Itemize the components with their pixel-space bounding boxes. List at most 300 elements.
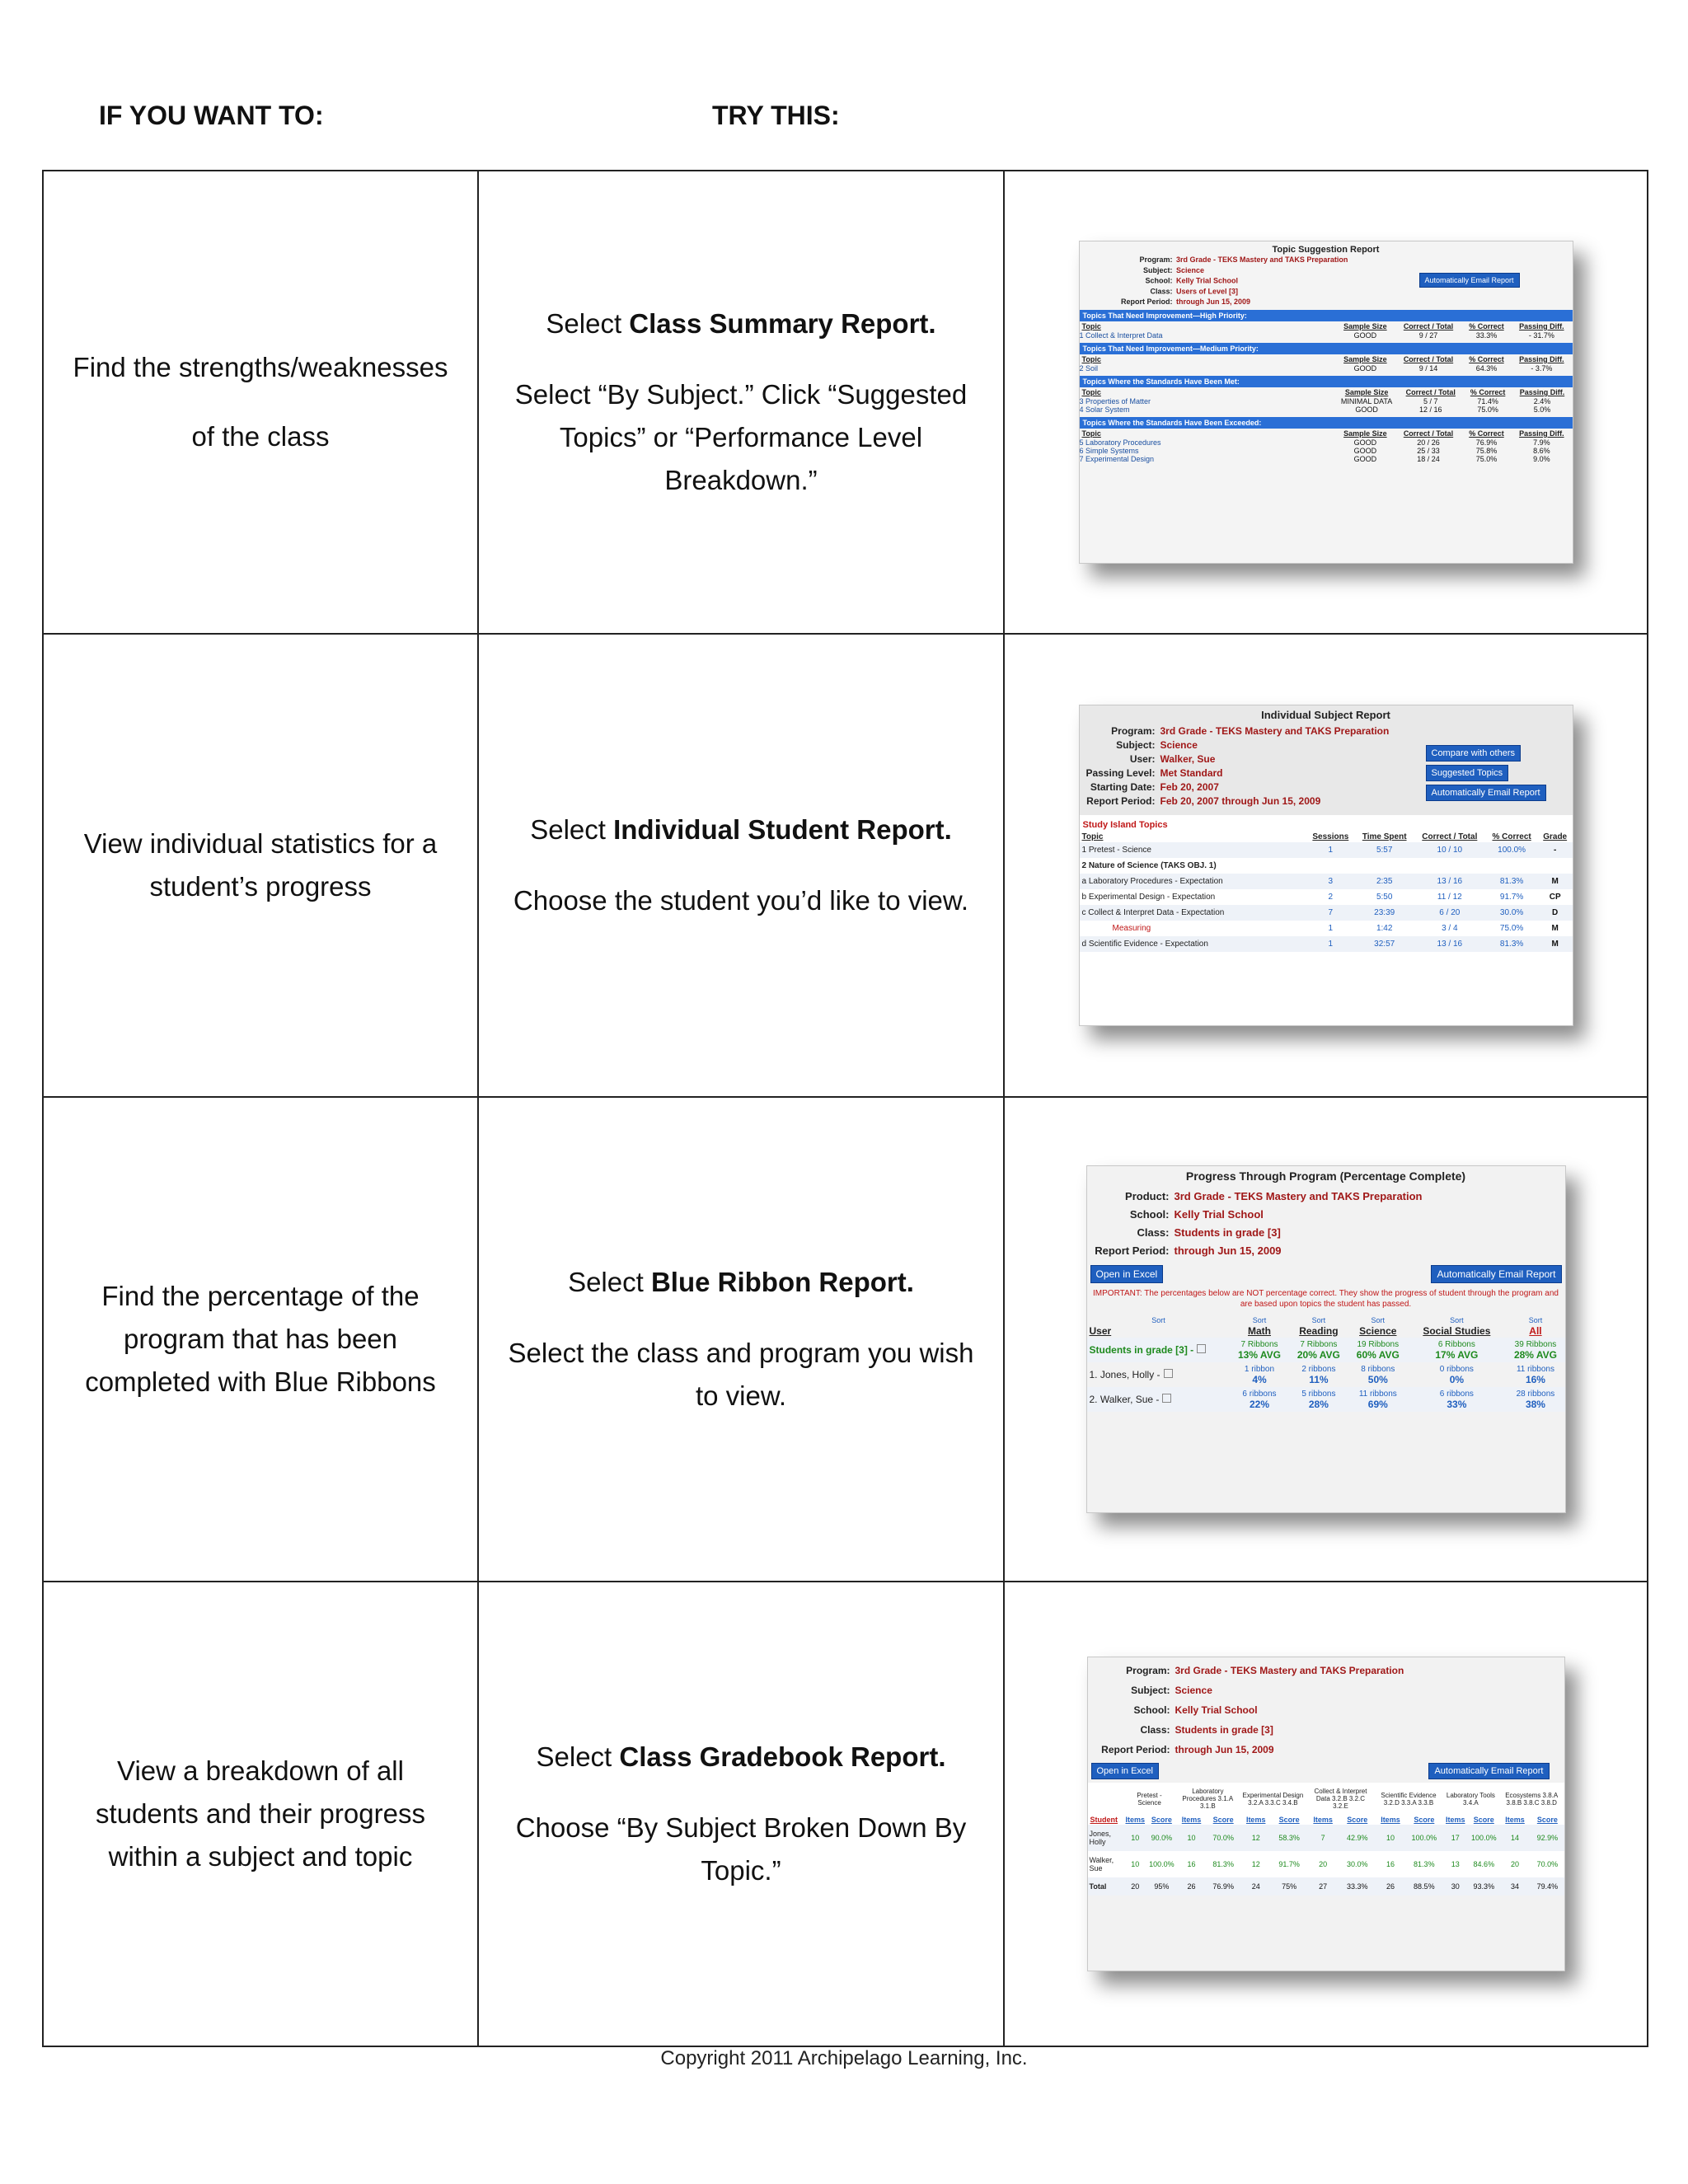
table-cell: 100.0% [1469,1825,1499,1851]
report-name: Class Summary Report. [629,308,936,339]
table-cell[interactable]: 1 Pretest - Science [1080,842,1306,858]
column-header: % Correct [1469,322,1504,330]
report-field [1080,276,1450,287]
student-name[interactable]: 1. Jones, Holly - [1087,1362,1231,1387]
topic-table [1080,832,1573,952]
table-row [1080,331,1573,340]
table-cell: 88.5% [1406,1877,1442,1896]
table-cell: 9 / 14 [1418,364,1438,373]
ribbon-count: 5 ribbons [1301,1389,1336,1399]
table-cell: 3 [1306,874,1356,889]
table-cell: 91.7% [1499,893,1524,902]
table-cell[interactable]: Jones, Holly [1088,1825,1123,1851]
table-cell: 26 [1176,1877,1207,1896]
field-label: Program: [1111,725,1156,737]
column-header[interactable]: Items [1245,1816,1266,1824]
student-name[interactable]: Students in grade [3] - [1087,1338,1231,1362]
ribbon-cell [1407,1387,1506,1412]
try-cell [478,634,1004,1097]
ribbon-cell [1289,1387,1349,1412]
email-icon[interactable] [1162,1394,1171,1403]
table-cell: - [1538,842,1573,858]
table-cell: 75% [1272,1877,1306,1896]
column-header: Topic [1081,355,1101,363]
table-cell: 7 [1306,905,1356,921]
report-fields [1080,255,1450,307]
table-cell: 76.9% [1207,1877,1240,1896]
ribbon-percent: 17% AVG [1435,1348,1479,1361]
field-value: Walker, Sue [1160,753,1216,765]
table-row [1080,936,1573,952]
screenshot-cell [1004,1097,1648,1582]
table-cell: 75.0% [1477,405,1498,414]
table-cell: 32:57 [1355,936,1414,952]
report-fields [1088,1657,1564,1760]
table-cell: 7.9% [1533,438,1550,447]
column-header[interactable]: All [1529,1325,1542,1337]
field-label: Class: [1140,1724,1170,1736]
table-cell: 9 / 27 [1418,331,1438,340]
table-cell: 100.0% [1149,1860,1175,1868]
topic-table [1080,354,1573,373]
screenshot-cell [1004,171,1648,634]
table-cell [1538,858,1573,874]
table-cell: 20 / 26 [1417,438,1440,447]
table-cell: 42.9% [1339,1825,1375,1851]
column-header: Time Spent [1362,832,1407,841]
table-cell: 10 [1176,1825,1207,1851]
column-header[interactable]: Items [1446,1816,1465,1824]
column-header[interactable]: Items [1313,1816,1333,1824]
email-report-button[interactable]: Automatically Email Report [1431,1265,1561,1283]
table-cell: 2.4% [1533,397,1551,405]
try-detail: Choose the student you’d like to view. [513,885,969,916]
topic-header: Pretest - Science [1137,1791,1162,1807]
column-header[interactable]: Score [1278,1816,1300,1824]
ribbon-count: 6 Ribbons [1437,1339,1475,1349]
field-label: Subject: [1116,739,1156,751]
column-header: Passing Diff. [1519,322,1564,330]
column-header[interactable]: Score [1347,1816,1368,1824]
report-header [1080,705,1573,815]
table-cell: 1:42 [1376,924,1393,933]
column-header[interactable]: Math [1248,1325,1271,1337]
table-cell: 10 [1375,1825,1406,1851]
ribbon-cell [1506,1338,1564,1362]
table-cell: 14 [1499,1825,1531,1851]
table-row [43,1097,1648,1582]
email-report-button[interactable]: Automatically Email Report [1428,1763,1549,1779]
table-cell[interactable]: d Scientific Evidence - Expectation [1080,936,1306,952]
table-cell[interactable]: 4 Solar System [1079,405,1130,414]
table-cell[interactable]: Total [1088,1877,1123,1896]
table-cell: 13 [1451,1860,1460,1868]
table-cell: 1 [1306,936,1356,952]
copyright-footer: Copyright 2011 Archipelago Learning, Inc. [660,2047,1028,2069]
ribbon-count: 8 ribbons [1361,1364,1395,1374]
table-cell: - 31.7% [1528,331,1554,340]
column-header[interactable]: Items [1381,1816,1400,1824]
try-cell [478,171,1004,634]
field-label: Product: [1125,1190,1170,1202]
column-header: Sample Size [1343,429,1387,438]
column-header: Grade [1543,832,1568,841]
ribbon-percent: 20% AVG [1296,1348,1340,1361]
table-cell: 93.3% [1469,1877,1499,1896]
table-row [1087,1362,1565,1387]
ribbon-percent: 28% [1308,1398,1329,1410]
report-field [1088,1661,1564,1680]
table-cell: 2 [1328,893,1334,902]
report-field [1088,1700,1564,1720]
want-text: Find the strengths/weaknesses [73,352,448,382]
table-cell: 10 / 10 [1414,842,1485,858]
field-label: Starting Date: [1090,781,1156,793]
column-header: Correct / Total [1403,429,1454,438]
report-field [1088,1680,1564,1700]
email-icon[interactable] [1197,1344,1206,1353]
ribbon-percent: 22% [1249,1398,1270,1410]
table-cell[interactable]: Measuring [1112,924,1151,933]
try-instruction: Select Individual Student Report. [530,814,952,845]
ribbon-cell [1289,1338,1349,1362]
section-title: Study Island Topics [1082,820,1168,830]
ribbon-percent: 33% [1447,1398,1467,1410]
column-header[interactable]: Score [1473,1816,1494,1824]
try-instruction: Select Blue Ribbon Report. [568,1267,914,1297]
ribbon-percent: 38% [1525,1398,1545,1410]
ribbon-percent: 11% [1309,1373,1329,1385]
table-cell: GOOD [1353,455,1377,463]
table-cell: 79.4% [1531,1877,1564,1896]
table-cell [1485,858,1537,874]
ribbon-cell [1407,1338,1506,1362]
ribbon-table [1087,1316,1565,1412]
table-row [1080,364,1573,373]
table-cell: 11 / 12 [1437,893,1462,902]
column-header: % Correct [1469,355,1504,363]
sort-link[interactable]: Sort [1311,1316,1326,1324]
want-cell [43,171,478,634]
field-label: Report Period: [1086,795,1156,807]
topic-suggestion-screenshot [1079,241,1573,564]
column-header[interactable]: Social Studies [1423,1325,1491,1337]
try-cell [478,1582,1004,2046]
table-cell: 20 [1511,1860,1520,1868]
column-header[interactable]: Score [1212,1816,1234,1824]
table-cell [1355,858,1414,874]
report-fields [1087,1188,1565,1260]
table-cell: 58.3% [1272,1825,1306,1851]
table-row [1080,905,1573,921]
section-bar: Topics Where the Standards Have Been Exceeded: [1080,417,1573,429]
student-name[interactable]: 2. Walker, Sue - [1087,1387,1231,1412]
try-instruction: Select Class Summary Report. [546,308,936,339]
table-row [43,634,1648,1097]
report-action-button[interactable]: Automatically Email Report [1426,785,1546,801]
table-cell[interactable]: 7 Experimental Design [1079,455,1155,463]
field-value: Kelly Trial School [1175,276,1238,285]
topic-table [1080,321,1573,340]
table-cell: 70.0% [1207,1825,1240,1851]
table-row [1080,447,1573,455]
table-row [1080,405,1573,414]
table-cell: 92.9% [1531,1825,1564,1851]
table-row [1080,889,1573,905]
table-cell: 34 [1499,1877,1531,1896]
sort-link[interactable]: Sort [1371,1316,1386,1324]
column-header: Sample Size [1343,355,1387,363]
try-detail: Choose “By Subject Broken Down By Topic.” [515,1812,967,1886]
column-header: Correct / Total [1403,322,1454,330]
table-cell: GOOD [1353,331,1377,340]
field-value: Science [1160,739,1198,751]
field-value: through Jun 15, 2009 [1174,1244,1282,1257]
table-cell[interactable]: 3 Properties of Matter [1079,397,1151,405]
field-label: Program: [1126,1665,1170,1676]
table-cell: 1 [1306,842,1356,858]
individual-subject-screenshot [1079,705,1573,1026]
class-gradebook-screenshot [1087,1657,1565,1971]
field-label: School: [1133,1704,1170,1716]
field-value: Kelly Trial School [1175,1704,1258,1716]
table-row [1080,438,1573,447]
topic-table [1080,387,1573,414]
want-text: View individual statistics for a student’s progress [83,828,438,902]
ribbon-count: 11 ribbons [1516,1364,1554,1374]
ribbon-count: 11 ribbons [1358,1389,1397,1399]
table-cell: D [1538,905,1573,921]
table-cell: 6 / 20 [1414,905,1485,921]
table-cell[interactable]: 5 Laboratory Procedures [1079,438,1161,447]
field-value: Science [1175,1685,1212,1696]
table-cell: 71.4% [1477,397,1498,405]
table-cell: 75.0% [1499,924,1524,933]
report-field [1080,297,1450,307]
table-cell: 100.0% [1485,842,1537,858]
column-header[interactable]: Items [1181,1816,1202,1824]
table-cell[interactable]: 1 Collect & Interpret Data [1079,331,1163,340]
table-row [1080,455,1573,463]
table-cell[interactable]: 2 Nature of Science (TAKS OBJ. 1) [1081,861,1217,870]
table-cell: 8.6% [1533,447,1550,455]
table-cell: 30 [1442,1877,1469,1896]
field-value: 3rd Grade - TEKS Mastery and TAKS Preparation [1175,1665,1404,1676]
field-label: Program: [1138,255,1172,265]
ribbon-count: 19 Ribbons [1357,1339,1400,1349]
field-value: Feb 20, 2007 [1160,781,1219,793]
column-header: Passing Diff. [1519,355,1564,363]
field-value: through Jun 15, 2009 [1175,1744,1274,1755]
field-label: Class: [1149,287,1172,296]
try-instruction: Select Class Gradebook Report. [536,1741,946,1772]
report-field [1087,1188,1565,1206]
topic-table [1080,429,1573,463]
table-cell: 70.0% [1536,1860,1559,1868]
topic-header: Experimental Design 3.2.A 3.3.C 3.4.B [1242,1791,1304,1807]
ribbon-cell [1348,1362,1407,1387]
want-cell [43,634,478,1097]
table-cell: 30.0% [1485,905,1537,921]
column-header[interactable]: Score [1536,1816,1558,1824]
ribbon-cell [1407,1362,1506,1387]
table-cell[interactable]: 6 Simple Systems [1079,447,1139,455]
table-row [1080,921,1573,936]
table-cell [1306,858,1356,874]
report-action-button[interactable]: Suggested Topics [1426,765,1509,781]
column-header: Correct / Total [1405,388,1456,396]
ribbon-percent: 13% AVG [1237,1348,1282,1361]
column-header[interactable]: Items [1505,1816,1525,1824]
ribbon-cell [1231,1387,1289,1412]
table-cell[interactable]: 2 Soil [1079,364,1099,373]
section-bar: Topics That Need Improvement—Medium Priority: [1080,343,1573,354]
field-value: Science [1175,265,1204,274]
report-name: Individual Student Report. [613,814,952,845]
field-value: Students in grade [3] [1175,1724,1273,1736]
table-cell[interactable]: c Collect & Interpret Data - Expectation [1080,905,1306,921]
sort-link[interactable]: Sort [1151,1316,1165,1324]
table-cell: 76.9% [1475,438,1498,447]
open-in-excel-button[interactable]: Open in Excel [1091,1763,1159,1779]
table-cell: 24 [1240,1877,1272,1896]
button-row [1087,1263,1565,1286]
ribbon-percent: 69% [1367,1398,1388,1410]
column-header: % Correct [1492,832,1531,841]
table-cell: 5 / 7 [1423,397,1438,405]
table-cell: 12 [1240,1825,1272,1851]
ribbon-count: 7 Ribbons [1240,1339,1278,1349]
report-field [1080,265,1450,276]
table-row [1087,1387,1565,1412]
ribbon-count: 39 Ribbons [1514,1339,1557,1349]
table-cell: 27 [1306,1877,1340,1896]
section-bar: Topics That Need Improvement—High Priority: [1080,310,1573,321]
section-bar: Topics Where the Standards Have Been Met: [1080,376,1573,387]
table-cell: 5:57 [1355,842,1414,858]
header-try: TRY THIS: [712,101,840,130]
table-cell: 18 / 24 [1417,455,1440,463]
blue-ribbon-screenshot [1086,1165,1566,1513]
try-detail: Select “By Subject.” Click “Suggested Topics” or “Performance Level Breakdown.” [514,379,968,495]
table-cell: 16 [1386,1860,1395,1868]
field-label: Subject: [1142,265,1172,274]
table-cell: 1 [1328,924,1334,933]
table-row [43,1582,1648,2046]
table-row [1080,842,1573,858]
ribbon-percent: 50% [1367,1373,1388,1385]
button-row [1088,1761,1564,1783]
email-report-button[interactable]: Automatically Email Report [1419,273,1520,288]
column-header: Topic [1081,832,1104,841]
table-cell: 64.3% [1475,364,1498,373]
table-cell: 20 [1319,1860,1328,1868]
field-label: Report Period: [1101,1744,1170,1755]
field-label: Class: [1137,1226,1170,1239]
table-cell: 81.3% [1414,1860,1435,1868]
topic-header: Scientific Evidence 3.2.D 3.3.A 3.3.B [1381,1791,1437,1807]
table-cell[interactable]: b Experimental Design - Expectation [1081,893,1216,902]
table-cell: MINIMAL DATA [1340,397,1393,405]
table-cell: 33.3% [1339,1877,1375,1896]
table-cell: 100.0% [1406,1825,1442,1851]
open-in-excel-button[interactable]: Open in Excel [1090,1265,1164,1283]
column-header[interactable]: Reading [1299,1325,1339,1337]
report-title: Progress Through Program (Percentage Complete) [1185,1169,1466,1183]
column-header: Topic [1081,388,1101,396]
table-cell: 20 [1123,1877,1147,1896]
want-text: of the class [191,421,330,452]
table-cell: M [1538,936,1573,952]
table-cell: 13 / 16 [1414,936,1485,952]
ribbon-cell [1289,1362,1349,1387]
table-cell: 84.6% [1473,1860,1495,1868]
table-cell: 30.0% [1347,1860,1368,1868]
ribbon-cell [1348,1338,1407,1362]
table-cell: M [1538,874,1573,889]
column-header: Correct / Total [1403,355,1454,363]
report-name: Class Gradebook Report. [619,1741,946,1772]
sort-link[interactable]: Sort [1252,1316,1267,1324]
column-header[interactable]: User [1089,1325,1112,1337]
field-label: Report Period: [1120,297,1172,307]
ribbon-count: 0 ribbons [1439,1364,1474,1374]
table-cell[interactable]: Walker, Sue [1089,1856,1114,1872]
table-cell: 3 / 4 [1442,924,1458,933]
report-field [1080,724,1573,738]
table-row [1088,1851,1564,1877]
student-header[interactable]: Student [1090,1816,1118,1824]
table-cell: 2:35 [1355,874,1414,889]
column-header[interactable]: Score [1414,1816,1435,1824]
field-value: 3rd Grade - TEKS Mastery and TAKS Preparation [1175,255,1348,265]
column-header: % Correct [1470,388,1506,396]
ribbon-percent: 4% [1252,1373,1267,1385]
gradebook-table [1088,1783,1564,1896]
table-cell: 75.0% [1475,455,1498,463]
report-action-button[interactable]: Compare with others [1426,745,1522,762]
table-row [1087,1338,1565,1362]
report-field [1087,1224,1565,1242]
sort-link[interactable]: Sort [1450,1316,1464,1324]
important-note: IMPORTANT: The percentages below are NOT percentage correct. They show the progress of student through the program and are based upon topics the student has passed. [1093,1289,1559,1309]
column-header[interactable]: Items [1125,1816,1145,1824]
field-value: Feb 20, 2007 through Jun 15, 2009 [1160,795,1321,807]
column-header[interactable]: Score [1151,1816,1172,1824]
column-header: % Correct [1469,429,1504,438]
table-cell: 26 [1375,1877,1406,1896]
column-header: Topic [1081,322,1101,330]
field-value: Kelly Trial School [1174,1208,1264,1221]
want-text: View a breakdown of all students and their progress within a subject and topic [96,1755,425,1872]
table-cell: 16 [1187,1860,1196,1868]
topic-header: Collect & Interpret Data 3.2.B 3.2.C 3.2.E [1314,1788,1367,1810]
table-cell: 10 [1123,1825,1147,1851]
column-header[interactable]: Science [1359,1325,1397,1337]
field-label: Passing Level: [1085,767,1156,779]
table-cell: 25 / 33 [1417,447,1440,455]
table-cell: 5.0% [1533,405,1551,414]
table-cell: 75.8% [1475,447,1498,455]
table-cell: 7 [1306,1825,1340,1851]
sort-link[interactable]: Sort [1528,1316,1543,1324]
email-icon[interactable] [1164,1369,1173,1378]
ribbon-cell [1506,1362,1564,1387]
field-value: 3rd Grade - TEKS Mastery and TAKS Preparation [1160,725,1390,737]
table-cell: 17 [1442,1825,1469,1851]
table-cell[interactable]: a Laboratory Procedures - Expectation [1080,874,1306,889]
table-row [43,171,1648,634]
